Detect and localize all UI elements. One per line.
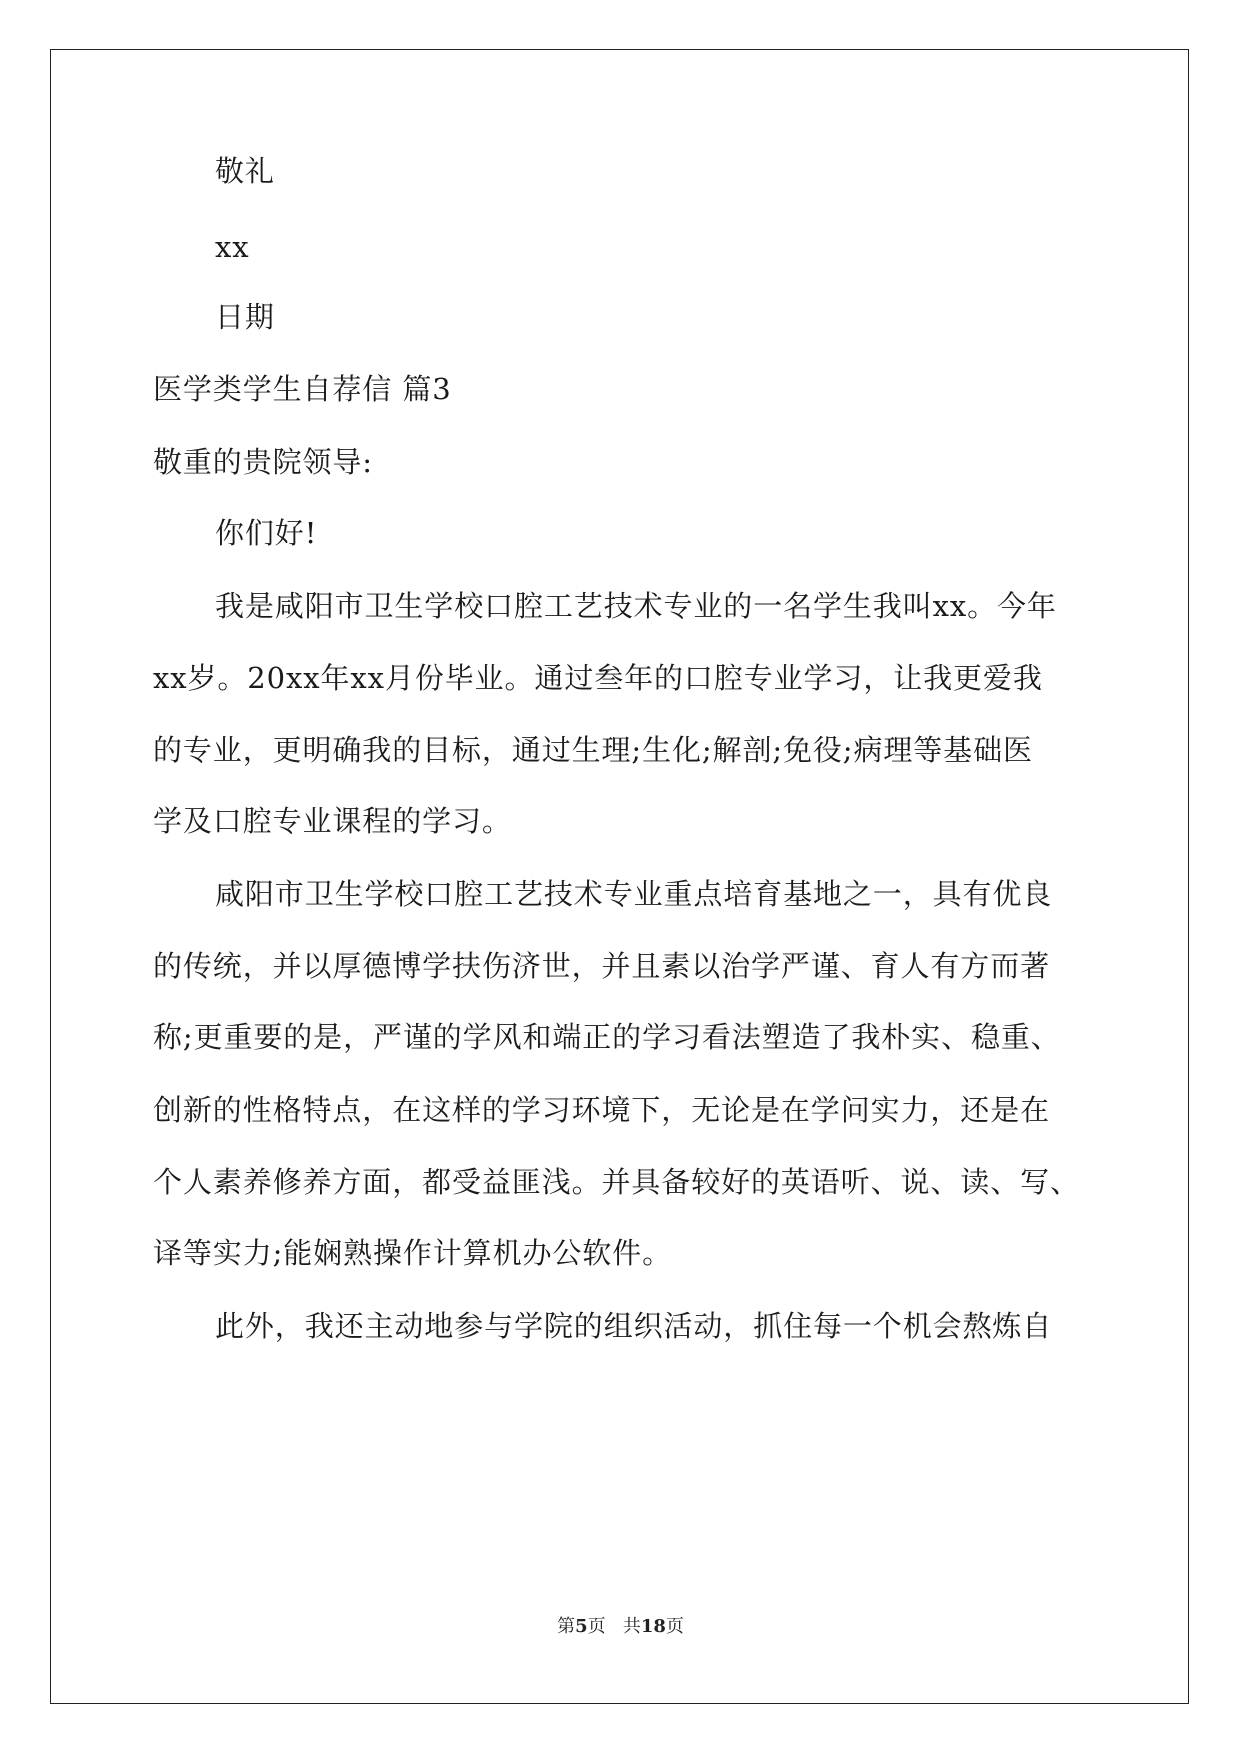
page-number-footer	[0, 1618, 1241, 1636]
current-page-number: 5	[575, 1616, 588, 1637]
paragraph-1-line: 的专业，更明确我的目标，通过生理;生化;解剖;免役;病理等基础医	[153, 733, 1033, 767]
closing-salutation: 敬礼	[215, 154, 275, 188]
paragraph-1-line: 学及口腔专业课程的学习。	[153, 804, 512, 838]
paragraph-1-line: xx岁。20xx年xx月份毕业。通过叁年的口腔专业学习，让我更爱我	[153, 661, 1043, 695]
paragraph-2-line: 称;更重要的是，严谨的学风和端正的学习看法塑造了我朴实、稳重、	[153, 1020, 1061, 1054]
paragraph-2-line: 译等实力;能娴熟操作计算机办公软件。	[153, 1236, 672, 1270]
paragraph-3-line: 此外，我还主动地参与学院的组织活动，抓住每一个机会熬炼自	[215, 1309, 1053, 1343]
paragraph-2-line: 的传统，并以厚德博学扶伤济世，并且素以治学严谨、育人有方而著	[153, 949, 1051, 983]
footer-prefix: 第	[557, 1616, 576, 1637]
closing-signature: xx	[215, 230, 250, 264]
paragraph-2-line: 创新的性格特点，在这样的学习环境下，无论是在学问实力，还是在	[153, 1093, 1051, 1127]
paragraph-2-line: 个人素养修养方面，都受益匪浅。并具备较好的英语听、说、读、写、	[153, 1165, 1080, 1199]
total-pages-number: 18	[640, 1616, 666, 1637]
letter-opening: 你们好!	[215, 516, 318, 550]
paragraph-1-line: 我是咸阳市卫生学校口腔工艺技术专业的一名学生我叫xx。今年	[215, 589, 1057, 623]
paragraph-2-line: 咸阳市卫生学校口腔工艺技术专业重点培育基地之一，具有优良	[215, 877, 1053, 911]
footer-total-suffix: 页	[665, 1616, 684, 1637]
letter-greeting: 敬重的贵院领导:	[153, 445, 373, 479]
closing-date: 日期	[215, 300, 275, 334]
footer-page-suffix: 页	[587, 1616, 606, 1637]
footer-total-prefix: 共	[622, 1616, 641, 1637]
section-title: 医学类学生自荐信 篇3	[153, 372, 452, 406]
